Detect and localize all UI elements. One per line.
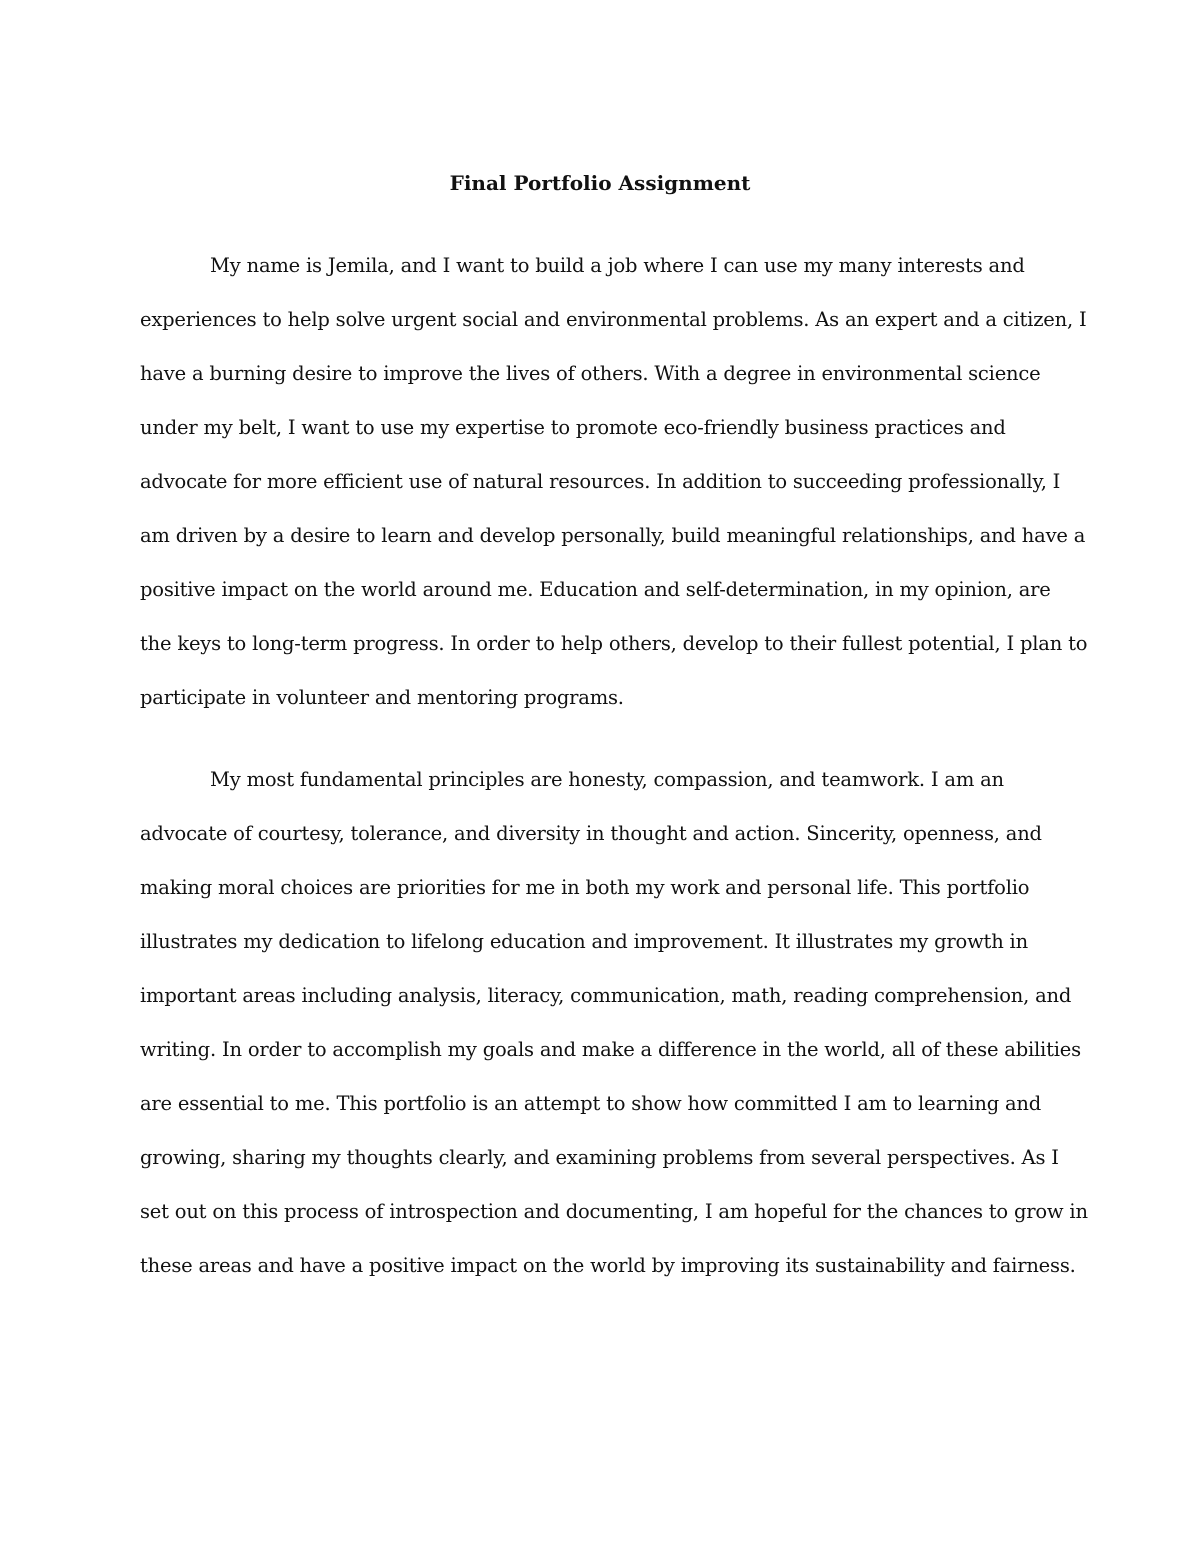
paragraph-line: important areas including analysis, literacy, communication, math, reading comprehension, and	[140, 984, 1072, 1007]
paragraph-line: set out on this process of introspection and documenting, I am hopeful for the chances to grow in	[140, 1200, 1088, 1223]
paragraph-line: illustrates my dedication to lifelong education and improvement. It illustrates my growth in	[140, 930, 1028, 953]
paragraph-line: positive impact on the world around me. Education and self-determination, in my opinion, are	[140, 578, 1051, 601]
paragraph-line: making moral choices are priorities for me in both my work and personal life. This portfolio	[140, 876, 1030, 899]
paragraph-line: under my belt, I want to use my expertise to promote eco-friendly business practices and	[140, 416, 1006, 439]
paragraph-line: am driven by a desire to learn and develop personally, build meaningful relationships, and have a	[140, 524, 1086, 547]
paragraph-1	[140, 250, 1088, 736]
paragraph-line: experiences to help solve urgent social and environmental problems. As an expert and a citizen, I	[140, 308, 1087, 331]
paragraph-2	[140, 764, 1088, 1304]
document-title: Final Portfolio Assignment	[449, 171, 751, 195]
paragraph-line: My most fundamental principles are honesty, compassion, and teamwork. I am an	[210, 768, 1004, 791]
paragraph-line: have a burning desire to improve the lives of others. With a degree in environmental science	[140, 362, 1041, 385]
paragraph-line: writing. In order to accomplish my goals and make a difference in the world, all of these abilities	[140, 1038, 1081, 1061]
paragraph-line: the keys to long-term progress. In order to help others, develop to their fullest potential, I plan to	[140, 632, 1088, 655]
paragraph-line: growing, sharing my thoughts clearly, and examining problems from several perspectives. As I	[140, 1146, 1059, 1169]
paragraph-line: My name is Jemila, and I want to build a job where I can use my many interests and	[210, 254, 1025, 277]
paragraph-line: participate in volunteer and mentoring programs.	[140, 686, 624, 709]
paragraph-line: advocate for more efficient use of natural resources. In addition to succeeding professionally, I	[140, 470, 1061, 493]
paragraph-line: these areas and have a positive impact on the world by improving its sustainability and fairness.	[140, 1254, 1076, 1277]
paragraph-line: are essential to me. This portfolio is an attempt to show how committed I am to learning and	[140, 1092, 1042, 1115]
paragraph-line: advocate of courtesy, tolerance, and diversity in thought and action. Sincerity, openness, and	[140, 822, 1042, 845]
